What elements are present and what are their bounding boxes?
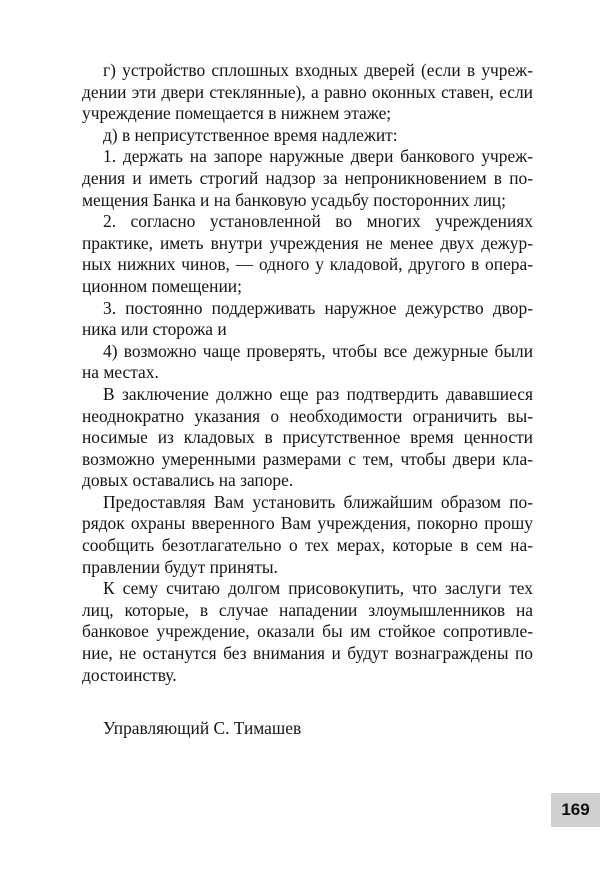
signature: Управляющий С. Тимашев bbox=[103, 718, 302, 739]
paragraph-request: Предоставляя Вам установить ближайшим образом порядок охраны вверенного Вам учреждения, покорно прошу сообщить безотлагательно о тех мерах, которые в сем направлении будут приняты. bbox=[82, 491, 533, 577]
paragraph-point-2: 2. согласно установленной во многих учреждениях практике, иметь внутри учреждения не менее двух дежурных нижних чинов, — одного у кладовой, другого в операционном помещении; bbox=[82, 211, 533, 296]
paragraph-item-d: д) в неприсутственное время надлежит: bbox=[103, 124, 398, 145]
document-page bbox=[82, 60, 533, 740]
paragraph-item-g: г) устройство сплошных входных дверей (если в учреждении эти двери стеклянные), а равно оконных ставен, если учреждение помещается в нижнем этаже; bbox=[82, 60, 533, 124]
paragraph-conclusion: В заключение должно еще раз подтвердить дававшиеся неоднократно указания о необходимости ограничить выносимые из кладовых в присутственное время ценности возможно умеренными размерами с тем, чтобы двери кладовых оставались на запоре. bbox=[82, 383, 533, 491]
paragraph-point-4: 4) возможно чаще проверять, чтобы все дежурные были на местах. bbox=[82, 340, 533, 383]
page-number-badge: 169 bbox=[551, 793, 600, 827]
paragraph-point-3: 3. постоянно поддерживать наружное дежурство дворника или сторожа и bbox=[82, 297, 533, 340]
paragraph-closing: К сему считаю долгом присовокупить, что заслуги тех лиц, которые, в случае нападении злоумышленников на банковое учреждение, оказали бы им стойкое сопротивление, не останутся без внимания и будут вознаграждены по достоинству. bbox=[82, 578, 533, 685]
paragraph-point-1: 1. держать на запоре наружные двери банкового учреждения и иметь строгий надзор за непроникновением в помещения Банка и на банковую усадьбу посторонних лиц; bbox=[82, 146, 533, 210]
